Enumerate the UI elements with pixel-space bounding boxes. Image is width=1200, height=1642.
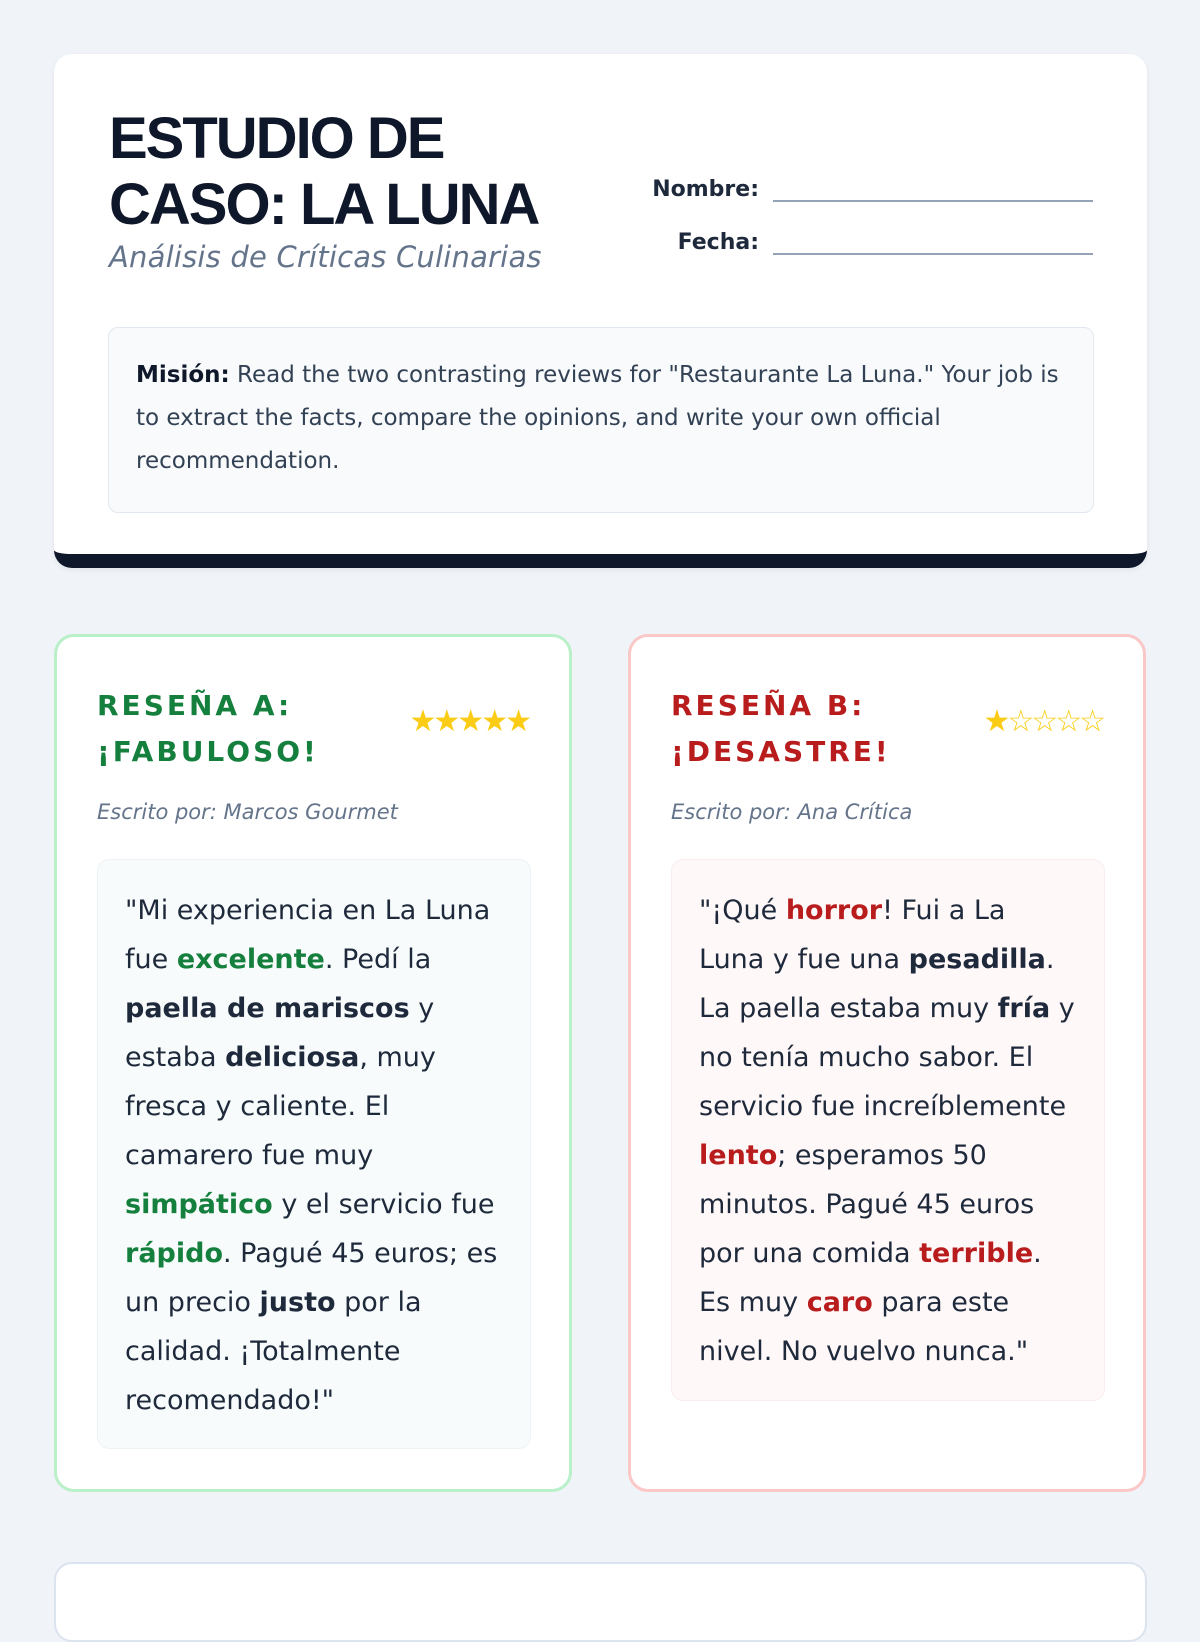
quote-text: y estaba <box>125 993 435 1073</box>
quote-text: "¡Qué <box>699 895 786 926</box>
star-filled-icon: ★ <box>481 704 506 739</box>
quote-text: por la calidad. ¡Totalmente recomendado!" <box>125 1287 422 1416</box>
page-title: ESTUDIO DE CASO: LA LUNA <box>109 106 539 237</box>
date-field <box>639 215 1093 255</box>
page-subtitle: Análisis de Críticas Culinarias <box>109 240 542 274</box>
review-card-b <box>628 634 1146 1492</box>
review-a-author: Escrito por: Marcos Gourmet <box>97 800 398 824</box>
mission-label: Misión: <box>136 362 230 388</box>
review-b-rating <box>983 704 1103 739</box>
highlighted-word: paella de mariscos <box>125 993 410 1024</box>
star-empty-icon: ☆ <box>1007 704 1032 739</box>
review-b-title: RESEÑA B: ¡DESASTRE! <box>671 689 891 768</box>
mission-box <box>108 327 1094 513</box>
highlighted-word: horror <box>785 895 883 926</box>
star-empty-icon: ☆ <box>1055 704 1080 739</box>
highlighted-word: pesadilla <box>908 944 1046 975</box>
date-input-line[interactable] <box>773 215 1093 255</box>
quote-text: , muy fresca y caliente. El camarero fue muy <box>125 1042 436 1171</box>
review-a-rating <box>409 704 529 739</box>
mission-text: Read the two contrasting reviews for "Restaurante La Luna." Your job is to extract the facts, compare the opinions, and write your own official recommendation. <box>136 362 1059 474</box>
highlighted-word: fría <box>997 993 1051 1024</box>
review-card-a <box>54 634 572 1492</box>
quote-text: . Es muy <box>699 1238 1042 1318</box>
star-filled-icon: ★ <box>505 704 529 739</box>
name-label: Nombre: <box>652 177 759 202</box>
quote-text: "Mi experiencia en La Luna fue <box>125 895 491 975</box>
star-filled-icon: ★ <box>457 704 482 739</box>
quote-text: . Pedí la <box>324 944 432 975</box>
review-b-quote <box>671 859 1105 1401</box>
quote-text: . Pagué 45 euros; es un precio <box>125 1238 498 1318</box>
name-input-line[interactable] <box>773 162 1093 202</box>
quote-text: y el servicio fue <box>272 1189 495 1220</box>
highlighted-word: justo <box>259 1287 336 1318</box>
review-b-author: Escrito por: Ana Crítica <box>671 800 913 824</box>
quote-text: ; esperamos 50 minutos. Pagué 45 euros por una comida <box>699 1140 1035 1269</box>
highlighted-word: terrible <box>919 1238 1034 1269</box>
review-a-title: RESEÑA A: ¡FABULOSO! <box>97 689 319 768</box>
highlighted-word: rápido <box>125 1238 223 1269</box>
date-label: Fecha: <box>677 230 759 255</box>
header-card <box>54 54 1147 568</box>
quote-text: ! Fui a La Luna y fue una <box>699 895 1006 975</box>
highlighted-word: lento <box>699 1140 778 1171</box>
highlighted-word: excelente <box>176 944 325 975</box>
star-empty-icon: ☆ <box>1031 704 1056 739</box>
next-section-card <box>54 1562 1147 1642</box>
star-filled-icon: ★ <box>409 704 434 739</box>
highlighted-word: simpático <box>125 1189 273 1220</box>
quote-text: para este nivel. No vuelvo nunca." <box>699 1287 1029 1367</box>
star-filled-icon: ★ <box>433 704 458 739</box>
star-empty-icon: ☆ <box>1079 704 1103 739</box>
review-a-quote <box>97 859 531 1449</box>
highlighted-word: deliciosa <box>225 1042 360 1073</box>
quote-text: . La paella estaba muy <box>699 944 1055 1024</box>
name-field <box>639 162 1093 202</box>
highlighted-word: caro <box>806 1287 873 1318</box>
quote-text: y no tenía mucho sabor. El servicio fue increíblemente <box>699 993 1075 1122</box>
star-filled-icon: ★ <box>983 704 1008 739</box>
